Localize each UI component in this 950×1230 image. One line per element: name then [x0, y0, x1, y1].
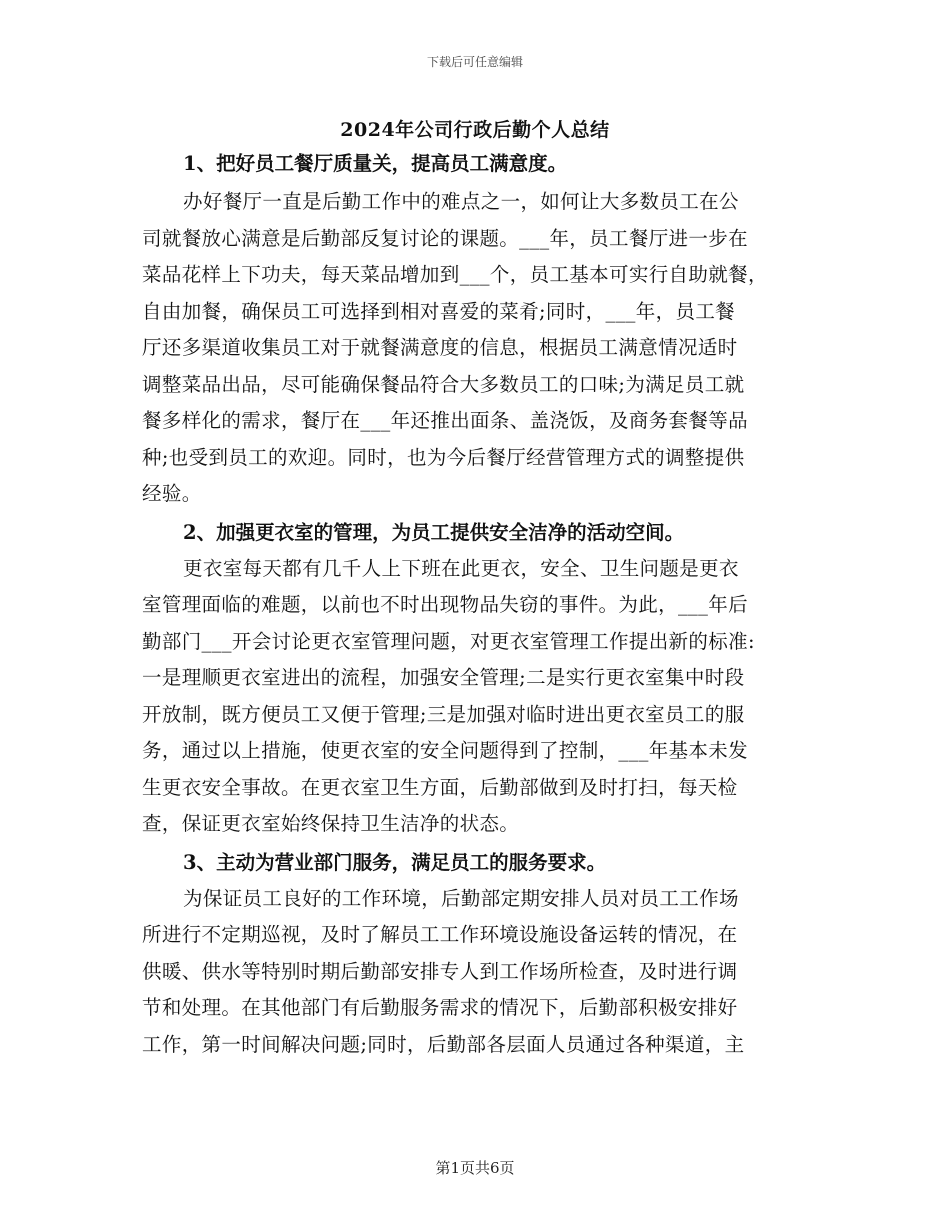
paragraph-line: 务，通过以上措施，使更衣室的安全问题得到了控制，___年基本未发: [142, 739, 748, 762]
page-footer-number: 第1页共6页: [435, 1159, 515, 1177]
paragraph-line: 厅还多渠道收集员工对于就餐满意度的信息，根据员工满意情况适时: [142, 336, 738, 359]
paragraph-line: 办好餐厅一直是后勤工作中的难点之一，如何让大多数员工在公: [183, 190, 739, 213]
paragraph-line: 查，保证更衣室始终保持卫生洁净的状态。: [142, 812, 520, 835]
paragraph-line: 更衣室每天都有几千人上下班在此更衣，安全、卫生问题是更衣: [183, 556, 739, 580]
section-1: [142, 146, 822, 513]
paragraph-line: 生更衣安全事故。在更衣室卫生方面，后勤部做到及时打扫，每天检: [142, 775, 738, 799]
section-2: [142, 515, 822, 843]
paragraph-line: 为保证员工良好的工作环境，后勤部定期安排人员对员工工作场: [183, 886, 739, 910]
paragraph-line: 开放制，既方便员工又便于管理;三是加强对临时进出更衣室员工的服: [142, 702, 745, 726]
section-heading: 3、主动为营业部门服务，满足员工的服务要求。: [183, 850, 607, 874]
paragraph-line: 司就餐放心满意是后勤部反复讨论的课题。___年，员工餐厅进一步在: [142, 226, 748, 250]
paragraph-line: 菜品花样上下功夫，每天菜品增加到___个，员工基本可实行自助就餐，: [142, 263, 768, 286]
paragraph-line: 经验。: [142, 482, 202, 505]
document-body: [142, 146, 822, 1063]
paragraph-line: 室管理面临的难题，以前也不时出现物品失窃的事件。为此，___年后: [142, 593, 748, 616]
paragraph-line: 自由加餐，确保员工可选择到相对喜爱的菜肴;同时，___年，员工餐: [142, 299, 736, 323]
paragraph-line: 所进行不定期巡视，及时了解员工工作环境设施设备运转的情况，在: [142, 923, 738, 946]
section-paragraph: [142, 881, 822, 1064]
paragraph-line: 供暖、供水等特别时期后勤部安排专人到工作场所检查，及时进行调: [142, 959, 738, 983]
section-paragraph: [142, 184, 822, 513]
section-heading: 2、加强更衣室的管理，为员工提供安全洁净的活动空间。: [183, 520, 685, 544]
section-paragraph: [142, 551, 822, 843]
document-title: 2024年公司行政后勤个人总结: [340, 119, 610, 141]
paragraph-line: 一是理顺更衣室进出的流程，加强安全管理;二是实行更衣室集中时段: [142, 666, 745, 689]
paragraph-line: 餐多样化的需求，餐厅在___年还推出面条、盖浇饭，及商务套餐等品: [142, 409, 748, 432]
paragraph-line: 节和处理。在其他部门有后勤服务需求的情况下，后勤部积极安排好: [142, 996, 738, 1019]
section-3: [142, 845, 822, 1064]
paragraph-line: 种;也受到员工的欢迎。同时，也为今后餐厅经营管理方式的调整提供: [142, 445, 745, 469]
section-heading: 1、把好员工餐厅质量关，提高员工满意度。: [183, 152, 568, 175]
page-header-note: 下载后可任意编辑: [426, 55, 523, 69]
paragraph-line: 工作，第一时间解决问题;同时，后勤部各层面人员通过各种渠道，主: [142, 1032, 745, 1056]
paragraph-line: 调整菜品出品，尽可能确保餐品符合大多数员工的口味;为满足员工就: [142, 372, 745, 396]
paragraph-line: 勤部门___开会讨论更衣室管理问题，对更衣室管理工作提出新的标准:: [142, 629, 755, 653]
